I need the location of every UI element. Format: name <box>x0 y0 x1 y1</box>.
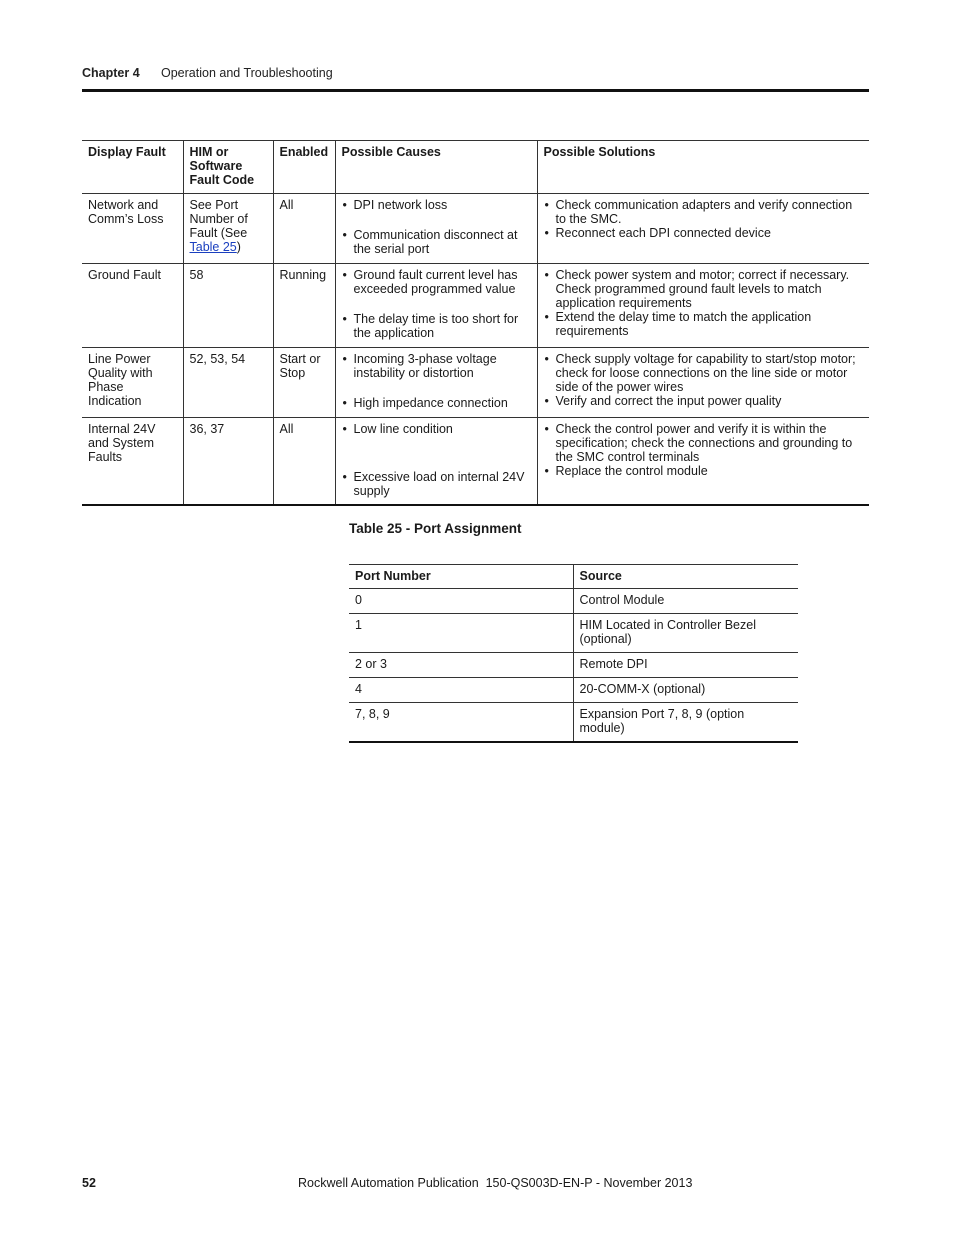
table-row <box>82 264 869 348</box>
fault-enabled: All <box>273 194 335 264</box>
port-source: Remote DPI <box>573 653 798 678</box>
fault-causes <box>335 348 537 418</box>
col-header-port-number: Port Number <box>349 565 573 589</box>
table-row <box>349 589 798 614</box>
page-number: 52 <box>82 1176 96 1190</box>
solution-item: • Check the control power and verify it is within the specification; check the connections and grounding to the SMC control terminals <box>544 422 864 464</box>
port-number: 0 <box>349 589 573 614</box>
fault-code: 58 <box>183 264 273 348</box>
fault-table-header-row <box>82 141 869 194</box>
publication-info: Rockwell Automation Publication 150-QS003D-EN-P - November 2013 <box>298 1176 693 1190</box>
cause-item: • DPI network loss <box>342 198 531 212</box>
fault-code: 52, 53, 54 <box>183 348 273 418</box>
port-number: 2 or 3 <box>349 653 573 678</box>
cause-item: • Excessive load on internal 24V supply <box>342 470 531 498</box>
solution-item: • Verify and correct the input power quality <box>544 394 864 408</box>
solution-item: • Replace the control module <box>544 464 864 478</box>
port-number: 1 <box>349 614 573 653</box>
fault-causes <box>335 418 537 506</box>
fault-code <box>183 194 273 264</box>
table-row <box>82 194 869 264</box>
col-header-fault-code: HIM or Software Fault Code <box>183 141 273 194</box>
chapter-label: Chapter 4 <box>82 66 140 80</box>
port-assignment-table <box>349 564 798 743</box>
fault-enabled: All <box>273 418 335 506</box>
port-source: Expansion Port 7, 8, 9 (option module) <box>573 703 798 743</box>
cause-item: • Incoming 3-phase voltage instability or distortion <box>342 352 531 380</box>
port-source: 20-COMM-X (optional) <box>573 678 798 703</box>
fault-causes <box>335 264 537 348</box>
fault-name: Network and Comm’s Loss <box>82 194 183 264</box>
table-row <box>82 418 869 506</box>
fault-name: Ground Fault <box>82 264 183 348</box>
fault-code-text: See Port Number of Fault (See <box>189 198 248 240</box>
cause-item: • Ground fault current level has exceeded programmed value <box>342 268 531 296</box>
col-header-display-fault: Display Fault <box>82 141 183 194</box>
port-number: 7, 8, 9 <box>355 707 390 721</box>
table-row <box>349 614 798 653</box>
fault-table <box>82 140 869 506</box>
fault-solutions <box>537 194 869 264</box>
fault-enabled: Running <box>273 264 335 348</box>
cause-item: • High impedance connection <box>342 396 531 410</box>
table-row <box>82 348 869 418</box>
fault-solutions <box>537 348 869 418</box>
fault-solutions <box>537 264 869 348</box>
page-header <box>82 66 869 80</box>
table-row <box>349 703 798 743</box>
solution-item: • Extend the delay time to match the application requirements <box>544 310 864 338</box>
header-rule <box>82 89 869 92</box>
fault-enabled: Start or Stop <box>273 348 335 418</box>
port-table-header-row <box>349 565 798 589</box>
cause-item: • Communication disconnect at the serial port <box>342 228 531 256</box>
fault-code-suffix: ) <box>236 240 241 254</box>
cause-item: • Low line condition <box>342 422 531 436</box>
chapter-title: Operation and Troubleshooting <box>161 66 333 80</box>
solution-item: • Check supply voltage for capability to start/stop motor; check for loose connections on the line side or motor side of the power wires <box>544 352 864 394</box>
fault-solutions <box>537 418 869 506</box>
table-row <box>349 678 798 703</box>
fault-code: 36, 37 <box>183 418 273 506</box>
col-header-source: Source <box>573 565 798 589</box>
solution-item: • Reconnect each DPI connected device <box>544 226 864 240</box>
port-source: Control Module <box>573 589 798 614</box>
table-row <box>349 653 798 678</box>
fault-name: Internal 24V and System Faults <box>88 422 156 464</box>
col-header-possible-causes: Possible Causes <box>335 141 537 194</box>
cause-item: • The delay time is too short for the application <box>342 312 531 340</box>
table-caption: Table 25 - Port Assignment <box>349 521 522 536</box>
table-25-link[interactable]: Table 25 <box>189 240 237 254</box>
fault-name: Line Power Quality with Phase Indication <box>82 348 183 418</box>
port-number: 4 <box>349 678 573 703</box>
col-header-enabled: Enabled <box>273 141 335 194</box>
port-source: HIM Located in Controller Bezel (optional) <box>573 614 798 653</box>
fault-causes <box>335 194 537 264</box>
col-header-possible-solutions: Possible Solutions <box>537 141 869 194</box>
solution-item: • Check power system and motor; correct if necessary. Check programmed ground fault levels to match application requirements <box>544 268 864 310</box>
solution-item: • Check communication adapters and verify connection to the SMC. <box>544 198 864 226</box>
